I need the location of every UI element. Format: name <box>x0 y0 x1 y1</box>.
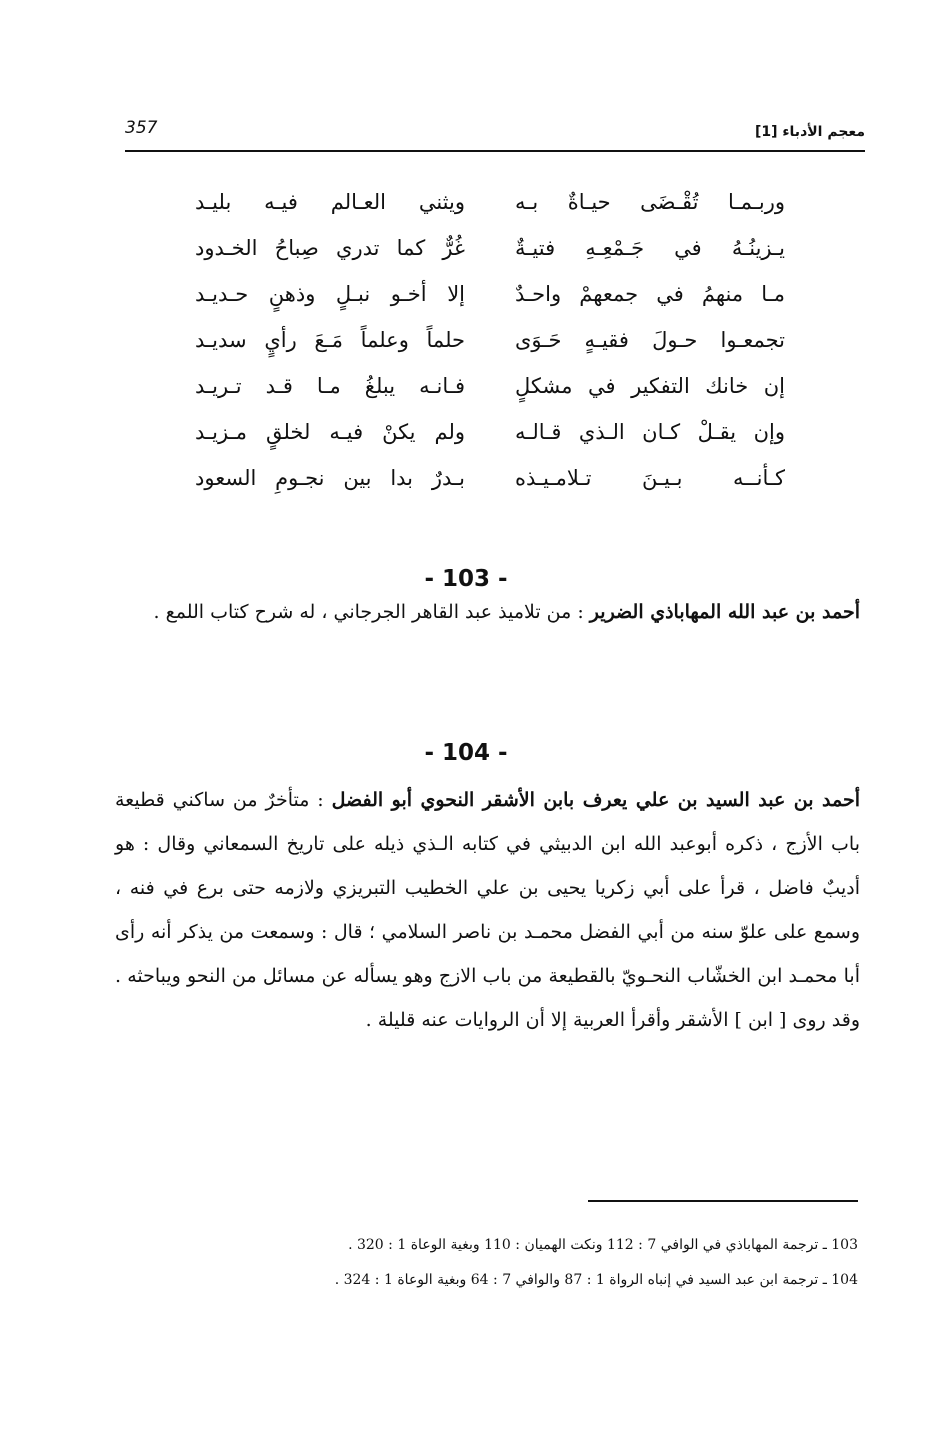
page-header <box>125 112 865 152</box>
poem-verse <box>195 190 785 236</box>
poem <box>195 190 785 512</box>
footnote-104: 104 ـ ترجمة ابن عبد السيد في إنباه الرواة 1 : 87 والوافي 7 : 64 وبغية الوعاة 1 : 324 . <box>334 1272 858 1288</box>
poem-verse <box>195 420 785 466</box>
verse-first-hemistich: إن خانك التفكير في مشكلٍ <box>515 374 785 398</box>
verse-first-hemistich: كـأنــه بـيـنَ تـلامـيـذه <box>515 466 785 490</box>
verse-first-hemistich: وربـمـا تُقْـضَى حيـاةٌ بـه <box>515 190 785 214</box>
entry-number-103: - 103 - <box>424 566 508 592</box>
verse-first-hemistich: وإن يقـلْ كـان الـذي قـالـه <box>515 420 785 444</box>
verse-first-hemistich: تجمعـوا حـولَ فقيـهٍ حَـوَى <box>515 328 785 352</box>
verse-first-hemistich: يـزينُـهُ في جَـمْعِـهِ فتيـةٌ <box>515 236 785 260</box>
entry-104-name: أحمد بن عبد السيد بن علي يعرف بابن الأشقر النحوي أبو الفضل <box>331 789 860 811</box>
running-title: معجم الأدباء [1] <box>754 124 865 140</box>
verse-second-hemistich: ويثني العـالم فيـه بليـد <box>195 190 465 214</box>
footnote-103: 103 ـ ترجمة المهاباذي في الوافي 7 : 112 ونكت الهميان : 110 وبغية الوعاة 1 : 320 . <box>348 1237 858 1253</box>
entry-number-104: - 104 - <box>424 740 508 766</box>
verse-second-hemistich: حلماً وعلماً مَـعَ رأيٍ سديـد <box>195 328 465 352</box>
poem-verse <box>195 466 785 512</box>
verse-second-hemistich: فـانـه يبلغُ مـا قـد تـريـد <box>195 374 465 398</box>
poem-verse <box>195 328 785 374</box>
verse-first-hemistich: مـا منهمُ في جمعهمْ واحـدٌ <box>515 282 785 306</box>
entry-104-body: : متأخرٌ من ساكني قطيعة باب الأزج ، ذكره أبوعبد الله ابن الدبيثي في كتابه الـذي ذيله على تاريخ السمعاني وقال : هو أديبٌ فاضل ، قرأ على أبي زكريا يحيى بن علي الخطيب التبريزي ولازمه حتى برع في فنه ، وسمع على علوّ سنه من أبي الفضل محمـد بن ناصر السلامي ؛ قال : وسمعت من يذكر أنه رأى أبا محمـد ابن الخشّاب النحـويّ بالقطيعة من باب الازج وهو يسأله عن مسائل من النحو ويباحثه . وقد روى [ ابن ] الأشقر وأقرأ العربية إلا أن الروايات عنه قليلة . <box>115 789 860 1031</box>
entry-104-text <box>115 778 860 1042</box>
verse-second-hemistich: ولم يكنْ فيـه لخلقٍ مـزيـد <box>195 420 465 444</box>
poem-verse <box>195 236 785 282</box>
entry-103-text <box>115 590 860 634</box>
entry-103-body: : من تلاميذ عبد القاهر الجرجاني ، له شرح كتاب اللمع . <box>153 601 590 623</box>
verse-second-hemistich: بـدرٌ بدا بين نجـومِ السعود <box>195 466 465 490</box>
verse-second-hemistich: إلا أخـو نبـلٍ وذهنٍ حـديـد <box>195 282 465 306</box>
poem-verse <box>195 374 785 420</box>
page-number: 357 <box>125 118 158 138</box>
entry-103-name: أحمد بن عبد الله المهاباذي الضرير <box>589 601 860 623</box>
verse-second-hemistich: غُرٌّ كما تدري صِباحُ الخـدود <box>195 236 465 260</box>
poem-verse <box>195 282 785 328</box>
footnotes <box>230 1228 858 1298</box>
footnote-separator <box>588 1200 858 1202</box>
